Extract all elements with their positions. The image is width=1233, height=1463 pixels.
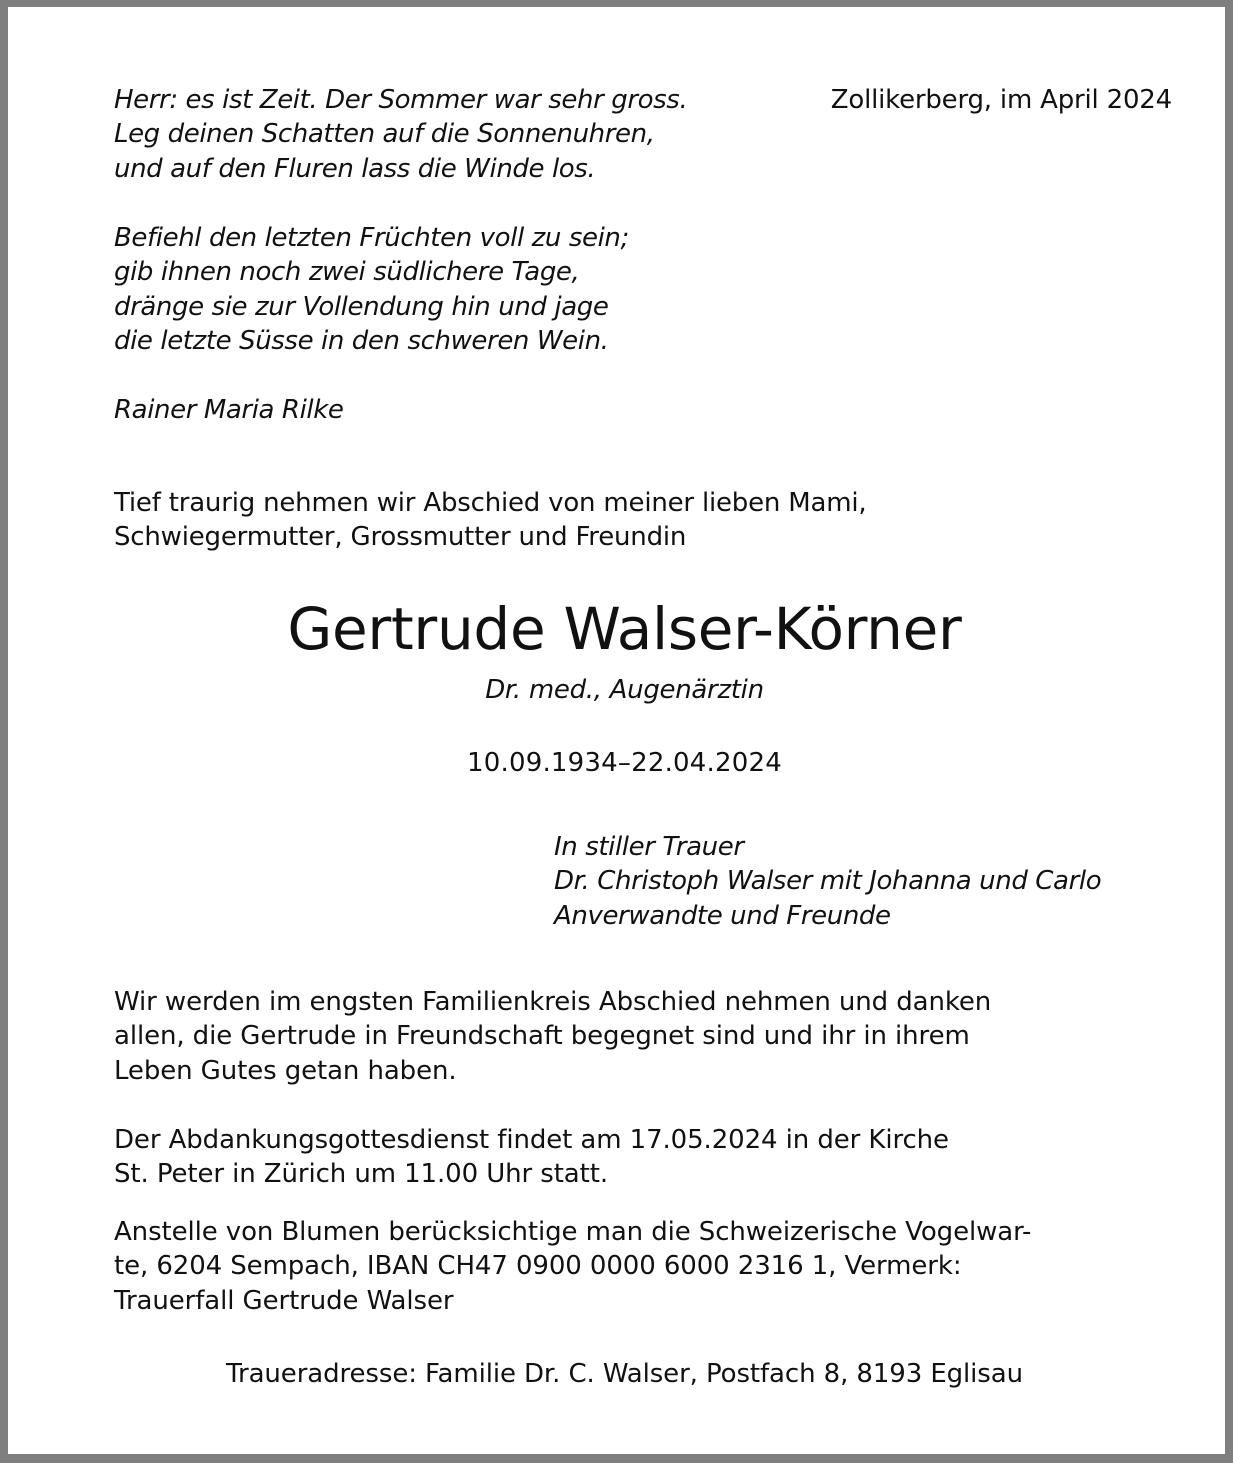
paragraph-line: Wir werden im engsten Familienkreis Abschied nehmen und danken: [114, 987, 992, 1017]
funeral-service-paragraph: [114, 1123, 949, 1192]
poem-stanza-1: [114, 83, 687, 186]
poem-line: Herr: es ist Zeit. Der Sommer war sehr gross.: [114, 85, 688, 115]
donation-paragraph: [114, 1215, 1031, 1318]
mourners-line: In stiller Trauer: [554, 832, 744, 862]
paragraph-line: Der Abdankungsgottesdienst findet am 17.05.2024 in der Kirche: [114, 1125, 949, 1155]
poem-line: die letzte Süsse in den schweren Wein.: [114, 326, 609, 357]
intro-line: Schwiegermutter, Grossmutter und Freundin: [114, 522, 687, 553]
deceased-name: Gertrude Walser-Körner: [287, 595, 962, 663]
poem-line: und auf den Fluren lass die Winde los.: [114, 153, 596, 184]
life-dates: 10.09.1934–22.04.2024: [467, 748, 782, 778]
paragraph-line: St. Peter in Zürich um 11.00 Uhr statt.: [114, 1159, 608, 1190]
intro-line: Tief traurig nehmen wir Abschied von meiner lieben Mami,: [114, 488, 867, 518]
deceased-title: Dr. med., Augenärztin: [485, 675, 764, 705]
paragraph-line: Leben Gutes getan haben.: [114, 1055, 457, 1086]
paragraph-line: Anstelle von Blumen berücksichtige man die Schweizerische Vogelwar-: [114, 1217, 1032, 1247]
mourners-line: Dr. Christoph Walser mit Johanna und Carlo: [554, 866, 1102, 897]
paragraph-line: te, 6204 Sempach, IBAN CH47 0900 0000 6000 2316 1, Vermerk:: [114, 1251, 962, 1282]
poem-line: Befiehl den letzten Früchten voll zu sein;: [114, 223, 629, 253]
paragraph-line: Trauerfall Gertrude Walser: [114, 1285, 454, 1316]
poem-line: gib ihnen noch zwei südlichere Tage,: [114, 257, 580, 288]
poem-author: Rainer Maria Rilke: [114, 395, 344, 425]
family-farewell-paragraph: [114, 985, 991, 1088]
poem-line: Leg deinen Schatten auf die Sonnenuhren,: [114, 119, 655, 150]
mourners-list: [554, 830, 1101, 933]
mourners-line: Anverwandte und Freunde: [554, 900, 891, 931]
poem-stanza-2: [114, 221, 629, 359]
mourning-address: Traueradresse: Familie Dr. C. Walser, Postfach 8, 8193 Eglisau: [226, 1359, 1023, 1389]
place-date: Zollikerberg, im April 2024: [830, 85, 1172, 115]
poem-line: dränge sie zur Vollendung hin und jage: [114, 291, 609, 322]
paragraph-line: allen, die Gertrude in Freundschaft begegnet sind und ihr in ihrem: [114, 1021, 970, 1052]
intro-text: [114, 486, 866, 555]
